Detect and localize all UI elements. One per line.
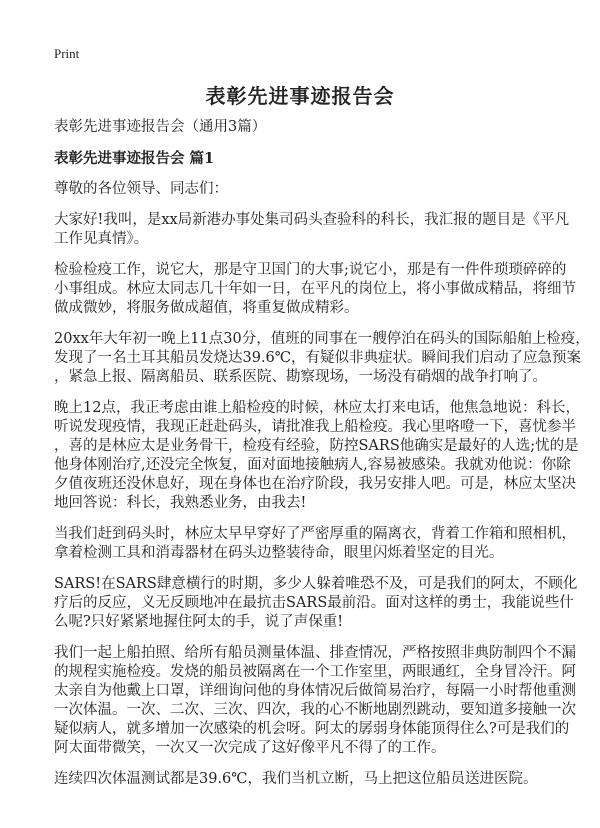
paragraph-line: 阿太面带微笑，一次又一次完成了这好像平凡不得了的工作。 bbox=[54, 740, 446, 756]
paragraph-line: 检验检疫工作，说它大，那是守卫国门的大事;说它小，那是有一件件琐琐碎碎的 bbox=[54, 262, 567, 278]
paragraph-line: ，喜的是林应太是业务骨干，检疫有经验，防控SARS他确实是最好的人选;忧的是 bbox=[54, 438, 579, 454]
paragraph-line: 疑似病人，就多增加一次感染的机会呀。阿太的孱弱身体能顶得住么?可是我们的 bbox=[54, 721, 570, 737]
page-title: 表彰先进事迹报告会 bbox=[205, 84, 395, 108]
paragraph-line: 晚上12点，我正考虑由谁上船检疫的时候，林应太打来电话，他焦急地说：科长， bbox=[54, 400, 580, 416]
paragraph-line: ，紧急上报、隔离船员、联系医院、勘察现场，一场没有硝烟的战争打响了。 bbox=[54, 369, 547, 385]
paragraph-line: 拿着检测工具和消毒器材在码头边整装待命，眼里闪烁着坚定的目光。 bbox=[54, 545, 504, 561]
paragraphs bbox=[54, 180, 590, 789]
paragraph-line: 做成微妙，将服务做成超值，将重复做成精彩。 bbox=[54, 300, 359, 316]
paragraph-line: 疗后的反应，义无反顾地冲在最抗击SARS最前沿。面对这样的勇士，我能说些什 bbox=[54, 595, 574, 611]
paragraph-line: 一次体温。一次、二次、三次、四次，我的心不断地剧烈跳动，要知道多接触一次 bbox=[54, 702, 576, 718]
paragraph bbox=[54, 330, 590, 387]
paragraph-line: 夕值夜班还没休息好，现在身体也在治疗阶段，我另安排人吧。可是，林应太坚决 bbox=[54, 476, 576, 492]
article-body bbox=[54, 118, 590, 801]
paragraph-line: 的规程实施检疫。发烧的船员被隔离在一个工作室里，两眼通红，全身冒冷汗。阿 bbox=[54, 664, 576, 680]
paragraph-line: SARS!在SARS肆意横行的时期，多少人躲着唯恐不及，可是我们的阿太，不顾化 bbox=[54, 576, 578, 592]
paragraph-line: 他身体刚治疗,还没完全恢复，面对面地接触病人,容易被感染。我就劝他说：你除 bbox=[54, 457, 571, 473]
paragraph bbox=[54, 525, 576, 563]
paragraph bbox=[54, 211, 570, 249]
print-link[interactable]: Print bbox=[54, 46, 80, 61]
paragraph-line: 20xx年大年初一晚上11点30分，值班的同事在一艘停泊在码头的国际船舶上检疫， bbox=[54, 331, 590, 347]
article-subtitle: 表彰先进事迹报告会（通用3篇） bbox=[54, 119, 267, 135]
paragraph bbox=[54, 770, 554, 789]
paragraph-line: 听说发现疫情，我现正赶赴码头，请批准我上船检疫。我心里咯噔一下，喜忧参半 bbox=[54, 419, 576, 435]
paragraph-line: 工作见真情》。 bbox=[54, 231, 149, 247]
paragraph-line: 地回答说：科长，我熟悉业务，由我去! bbox=[54, 495, 307, 511]
paragraph-line: 我们一起上船拍照、给所有船员测量体温、排查情况，严格按照非典防制四个不漏 bbox=[54, 645, 576, 661]
paragraph-line: 么呢?只好紧紧地握住阿太的手，说了声保重! bbox=[54, 614, 344, 630]
paragraph-line: 大家好!我叫，是xx局新港办事处集司码头查验科的科长，我汇报的题目是《平凡 bbox=[54, 212, 570, 228]
paragraph-line: 当我们赶到码头时，林应太早早穿好了严密厚重的隔离衣，背着工作箱和照相机， bbox=[54, 526, 576, 542]
paragraph-line: 太亲自为他戴上口罩，详细询问他的身体情况后做简易治疗，每隔一小时帮他重测 bbox=[54, 683, 576, 699]
paragraph bbox=[54, 575, 578, 632]
section-heading: 表彰先进事迹报告会 篇1 bbox=[54, 150, 215, 167]
paragraph-line: 发现了一名土耳其船员发烧达39.6℃，有疑似非典症状。瞬间我们启动了应急预案 bbox=[54, 350, 582, 366]
paragraph bbox=[54, 261, 576, 318]
paragraph bbox=[54, 644, 576, 758]
paragraph-line: 小事组成。林应太同志几十年如一日，在平凡的岗位上，将小事做成精品，将细节 bbox=[54, 281, 576, 297]
paragraph-line: 尊敬的各位领导、同志们： bbox=[54, 181, 228, 197]
paragraph bbox=[54, 180, 554, 199]
paragraph-line: 连续四次体温测试都是39.6℃，我们当机立断，马上把这位船员送进医院。 bbox=[54, 771, 538, 787]
paragraph bbox=[54, 399, 580, 513]
